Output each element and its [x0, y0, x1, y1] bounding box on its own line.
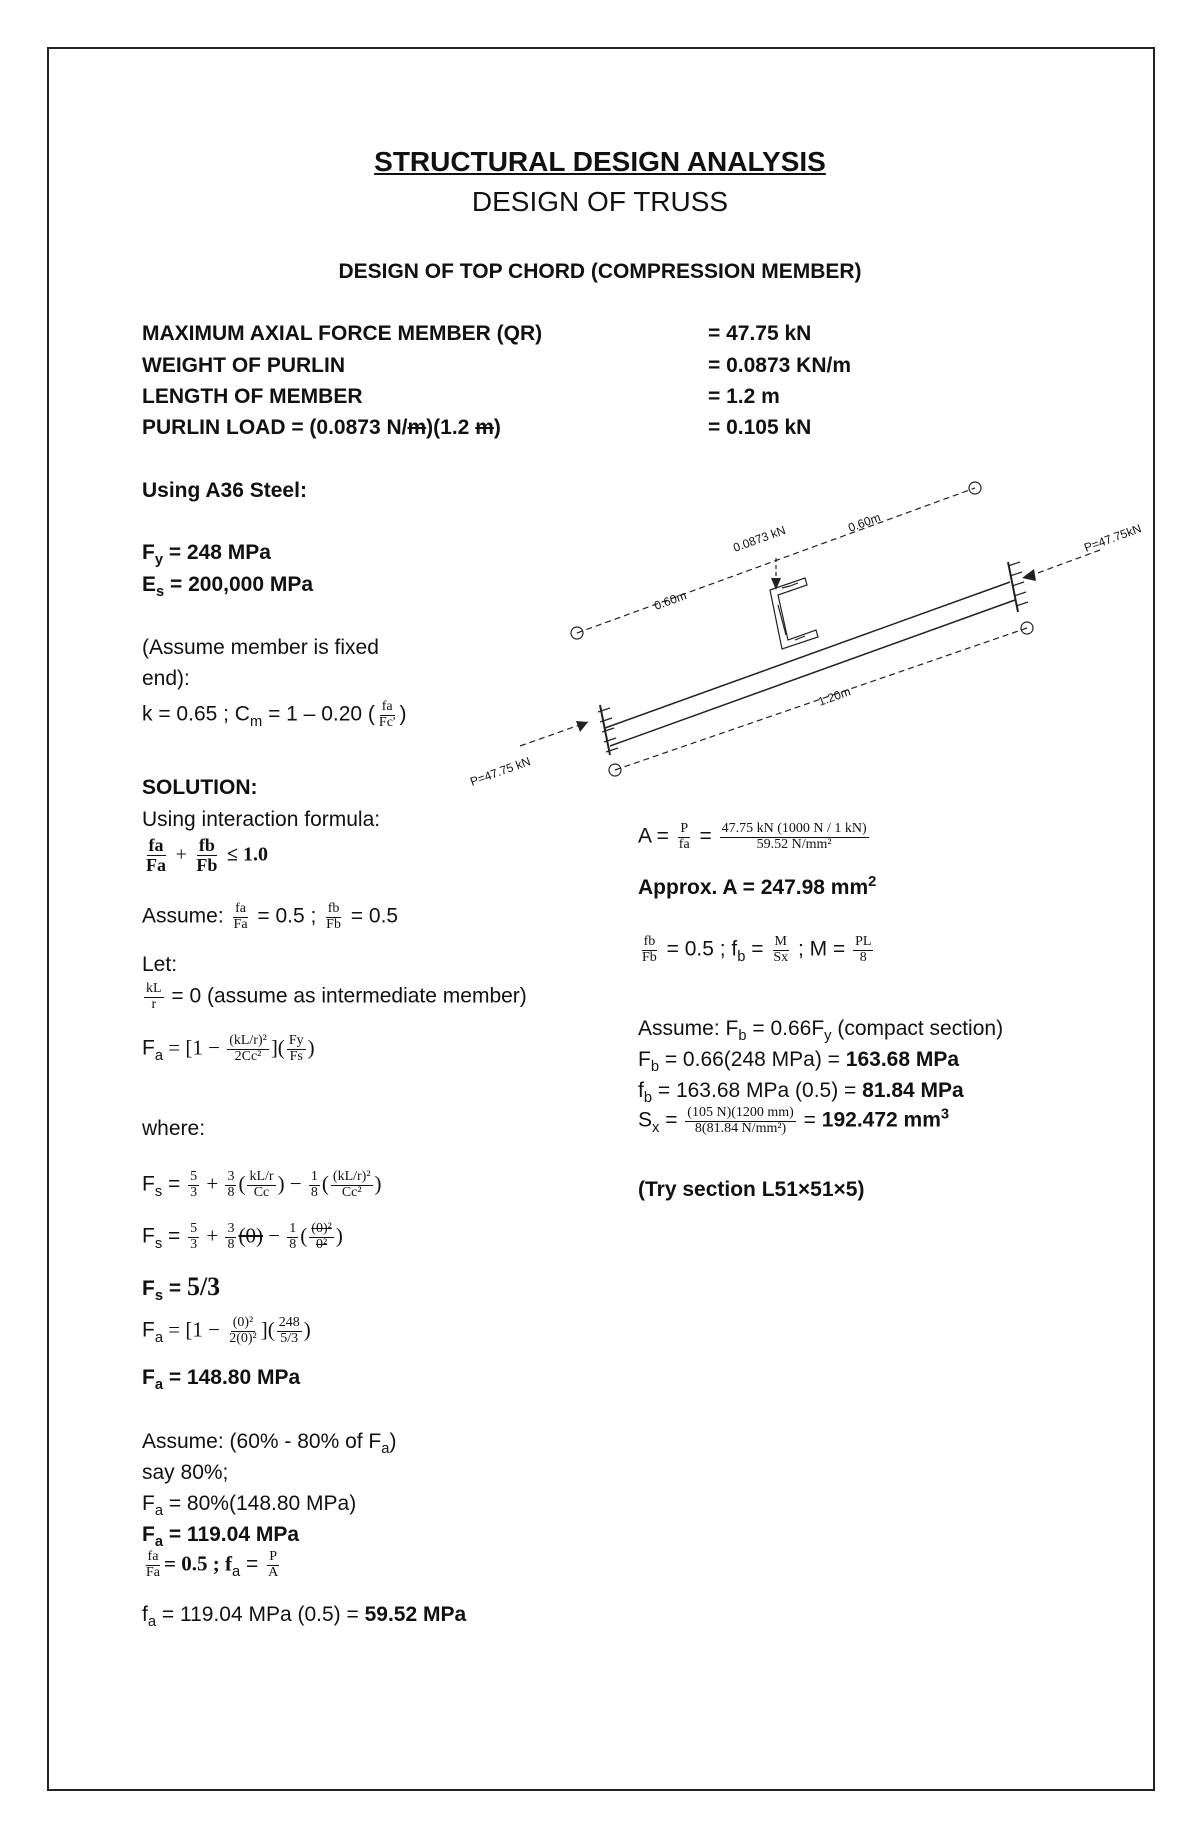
- solution-heading: SOLUTION:: [142, 776, 258, 799]
- member-line-bottom: [610, 600, 1015, 746]
- force-arrow-left-icon: [576, 721, 588, 732]
- say-80-percent: say 80%;: [142, 1461, 229, 1484]
- fs-formula-general: $F_s$ = $\frac{5}{3}$ + $\frac{3}{8}$ ( $\frac{kL/r}{Cc}$ ) − $\frac{1}{8}$ ( $\frac{\text{(kL/r)²}}{\text{Cc²}}$ ): [142, 1169, 382, 1200]
- where-label: where:: [142, 1117, 206, 1140]
- given-value-purlin-weight: = 0.0873 KN/m: [708, 354, 852, 377]
- truss-member-diagram: [460, 470, 1160, 800]
- given-label-axial-force: MAXIMUM AXIAL FORCE MEMBER (QR): [142, 322, 543, 345]
- page-title: STRUCTURAL DESIGN ANALYSIS: [374, 146, 826, 177]
- elastic-modulus: $E_s = 200,000$ MPa: [142, 573, 314, 601]
- area-equation: A = $\frac{P}{fa}$ = $\frac{47.75 kN (1000 N / 1 kN)}{\text{59.52 N/mm²}}$: [638, 821, 867, 852]
- interaction-formula: $\frac{fa}{Fa}$ + $\frac{fb}{Fb}$ ≤ 1.0: [146, 835, 268, 875]
- material-heading: Using A36 Steel:: [142, 479, 307, 502]
- channel-section: [770, 578, 818, 649]
- given-value-member-length: = 1.2 m: [708, 385, 780, 408]
- let-label: Let:: [142, 953, 178, 976]
- fixed-support-left: [598, 705, 618, 755]
- force-arrow-right-icon: [1022, 569, 1036, 581]
- force-label-left: P=47.75 kN: [468, 754, 533, 789]
- fa-formula: $F_a = [1$ − $\frac{\text{(kL/r)²}}{\text{2Cc²}}$ ]( $\frac{Fy}{Fs}$ ): [142, 1033, 315, 1064]
- fixed-support-right: [1008, 562, 1028, 612]
- given-label-purlin-load: PURLIN LOAD = (0.0873 N/m)(1.2 m): [142, 416, 501, 439]
- assume-percent: Assume: (60% - 80% of $F_a$): [142, 1430, 397, 1458]
- fb-calc: $F_b = 0.66(248$ MPa) = 163.68 MPa: [638, 1048, 960, 1076]
- fa-final: $F_a = 119.04$ MPa: [142, 1523, 300, 1551]
- assume-fixed-line2: end):: [142, 667, 190, 690]
- assume-ratio: Assume: $\frac{fa}{Fa}$ = 0.5 ; $\frac{fb}{Fb}$ = 0.5: [142, 901, 399, 932]
- page-subtitle: DESIGN OF TRUSS: [471, 186, 729, 217]
- fb-small: $f_b = 163.68$ MPa (0.5) = 81.84 MPa: [638, 1079, 964, 1107]
- dim-label-right: 0.60m: [846, 510, 883, 535]
- given-value-axial-force: = 47.75 kN: [708, 322, 812, 345]
- fa-substituted: $F_a = [1$ − $\frac{\text{(0)²}}{\text{2(0)²}}$ ]( $\frac{248}{5/3}$ ): [142, 1315, 311, 1346]
- fs-result: $F_s = 5/3$: [142, 1272, 221, 1305]
- purlin-arrow-icon: [771, 578, 781, 590]
- given-value-purlin-load: = 0.105 kN: [708, 416, 812, 439]
- section-modulus: $S_x$ = $\frac{(105 N)(1200 mm)}{\text{8(81.84 N/mm²)}}$ = 192.472 $mm^3$: [638, 1105, 950, 1136]
- approx-area: Approx. A = 247.98 $mm^2$: [638, 874, 877, 899]
- fa-ratio-equation: $\frac{fa}{Fa}$ = 0.5 ; $f_a$ = $\frac{P}{A}$: [146, 1549, 279, 1580]
- k-cm-equation: k = 0.65 ; $C_m = 1 - 0.20$ ( $\frac{fa}{Fc'}$ ): [142, 699, 407, 730]
- purlin-load-label: 0.0873 kN: [731, 522, 788, 555]
- section-heading: DESIGN OF TOP CHORD (COMPRESSION MEMBER): [338, 260, 862, 283]
- fs-formula-substituted: $F_s$ = $\frac{5}{3}$ + $\frac{3}{8}$ (0) − $\frac{1}{8}$ ( $\frac{\text{(0)²}}{\text{0²}}$ ): [142, 1221, 343, 1252]
- given-label-member-length: LENGTH OF MEMBER: [142, 385, 363, 408]
- assume-fixed-line1: (Assume member is fixed: [142, 636, 379, 659]
- force-label-right: P=47.75kN: [1082, 521, 1144, 555]
- fa-80-percent: $F_a = 80\%(148.80$ MPa): [142, 1492, 357, 1520]
- fa-result: $F_a = 148.80$ MPa: [142, 1366, 301, 1394]
- fa-small-result: $f_a = 119.04$ MPa (0.5) = 59.52 MPa: [142, 1603, 467, 1631]
- dim-label-left: 0.60m: [652, 588, 689, 613]
- solution-intro: Using interaction formula:: [142, 808, 381, 831]
- assume-fb: Assume: $F_b = 0.66F_y$ (compact section): [638, 1017, 1004, 1045]
- fb-ratio-line: $\frac{fb}{Fb}$ = 0.5 ; $f_b$ = $\frac{M}{Sx}$ ; M = $\frac{PL}{8}$: [642, 934, 872, 965]
- yield-strength: $F_y = 248$ MPa: [142, 541, 271, 569]
- slenderness-assumption: $\frac{kL}{r}$ = 0 (assume as intermediate member): [146, 981, 527, 1012]
- given-label-purlin-weight: WEIGHT OF PURLIN: [142, 354, 345, 377]
- try-section: (Try section L51×51×5): [638, 1178, 865, 1201]
- length-label: 1.20m: [816, 684, 853, 709]
